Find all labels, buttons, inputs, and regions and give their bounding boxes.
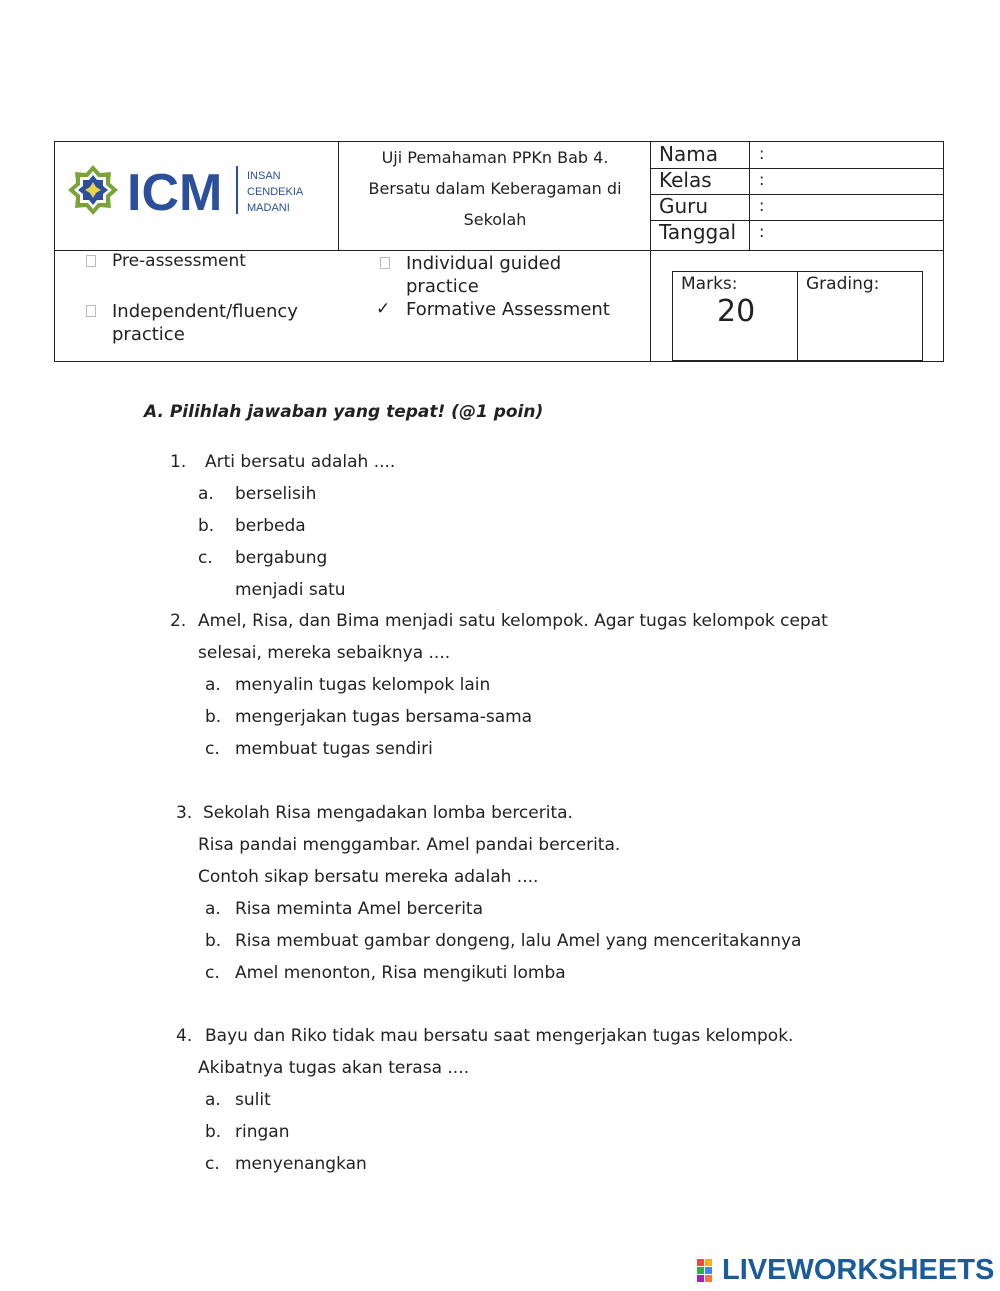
choice-c[interactable] — [205, 1148, 793, 1180]
option-label: Independent/fluency — [112, 301, 298, 322]
option-label: Pre-assessment — [112, 251, 246, 271]
tanggal-field[interactable]: : — [759, 222, 765, 241]
divider — [749, 142, 750, 250]
choice-letter: c. — [198, 548, 213, 568]
choice-a[interactable] — [205, 669, 828, 701]
choice-letter: a. — [205, 899, 221, 919]
checkbox-icon[interactable] — [380, 257, 390, 269]
school-logo — [67, 158, 317, 222]
choice-text: membuat tugas sendiri — [235, 739, 433, 759]
svg-text:MADANI: MADANI — [247, 202, 290, 214]
option-formative[interactable] — [376, 298, 610, 321]
option-independent[interactable] — [112, 300, 298, 346]
worksheet-title — [339, 142, 651, 235]
icm-emblem-icon — [67, 158, 317, 222]
question-number: 2. — [170, 611, 187, 631]
svg-text:CENDEKIA: CENDEKIA — [247, 186, 304, 198]
choice-text: menyenangkan — [235, 1154, 367, 1174]
choice-letter: c. — [205, 1154, 220, 1174]
choice-letter: c. — [205, 739, 220, 759]
option-individual[interactable] — [406, 252, 561, 298]
choice-c[interactable] — [205, 733, 828, 765]
question-text: Akibatnya tugas akan terasa .... — [198, 1058, 470, 1078]
choice-text: bergabung menjadi satu — [235, 548, 346, 600]
question-text: Bayu dan Riko tidak mau bersatu saat mengerjakan tugas kelompok. — [205, 1026, 794, 1046]
kelas-label: Kelas — [659, 168, 712, 192]
choice-a[interactable] — [205, 893, 620, 925]
option-label: practice — [112, 324, 185, 345]
choice-a[interactable] — [198, 478, 395, 510]
guru-label: Guru — [659, 194, 709, 218]
choice-text: menyalin tugas kelompok lain — [235, 675, 491, 695]
choice-letter: a. — [205, 1090, 221, 1110]
checkmark-icon[interactable]: ✓ — [376, 299, 391, 319]
option-label: Individual guided — [406, 253, 562, 274]
choice-c[interactable] — [205, 957, 620, 989]
choice-letter: b. — [205, 1122, 222, 1142]
question-text: Amel, Risa, dan Bima menjadi satu kelompok. Agar tugas kelompok cepat — [198, 611, 828, 631]
choice-b[interactable] — [205, 701, 828, 733]
marks-value: 20 — [717, 294, 756, 329]
nama-field[interactable]: : — [759, 144, 765, 163]
question-text: Sekolah Risa mengadakan lomba bercerita. — [203, 803, 573, 823]
choice-a[interactable] — [205, 1084, 793, 1116]
choice-letter: b. — [205, 931, 222, 951]
question-text: Contoh sikap bersatu mereka adalah .... — [198, 867, 539, 887]
choice-letter: a. — [205, 675, 221, 695]
question-text: Risa pandai menggambar. Amel pandai bercerita. — [198, 835, 621, 855]
kelas-field[interactable]: : — [759, 170, 765, 189]
liveworksheets-logo-icon — [697, 1259, 721, 1283]
question-text: selesai, mereka sebaiknya .... — [198, 643, 451, 663]
choice-text: berbeda — [235, 516, 306, 536]
watermark: LIVEWORKSHEETS — [722, 1254, 995, 1286]
option-label: Formative Assessment — [406, 299, 610, 320]
checkbox-icon[interactable] — [86, 305, 96, 317]
title-line: Sekolah — [463, 210, 527, 229]
choice-text: Amel menonton, Risa mengikuti lomba — [235, 963, 566, 983]
grading-label: Grading: — [806, 274, 880, 294]
option-label: practice — [406, 276, 479, 297]
divider — [797, 272, 798, 360]
choice-b[interactable] — [205, 925, 802, 957]
choice-letter: b. — [198, 516, 215, 536]
question-number: 4. — [176, 1026, 193, 1046]
choice-letter: b. — [205, 707, 222, 727]
nama-label: Nama — [659, 142, 718, 166]
choice-b[interactable] — [198, 510, 395, 542]
choice-c[interactable] — [198, 542, 395, 600]
question-1 — [170, 446, 396, 600]
checkbox-icon[interactable] — [86, 255, 96, 267]
choice-text: Risa meminta Amel bercerita — [235, 899, 484, 919]
choice-text: sulit — [235, 1090, 271, 1110]
question-2 — [170, 605, 828, 765]
choice-text: ringan — [235, 1122, 290, 1142]
question-4 — [176, 1020, 793, 1180]
choice-letter: c. — [205, 963, 220, 983]
choice-letter: a. — [198, 484, 214, 504]
question-text: Arti bersatu adalah .... — [205, 452, 396, 472]
question-number: 1. — [170, 452, 187, 472]
svg-text:INSAN: INSAN — [247, 170, 281, 182]
worksheet-header — [54, 141, 944, 362]
marks-label: Marks: — [681, 274, 738, 294]
question-number: 3. — [176, 803, 193, 823]
choice-text: Risa membuat gambar dongeng, lalu Amel yang menceritakannya — [235, 931, 802, 951]
option-pre-assessment[interactable] — [112, 250, 246, 273]
question-3 — [176, 797, 802, 989]
tanggal-label: Tanggal — [659, 220, 737, 244]
choice-text: mengerjakan tugas bersama-sama — [235, 707, 533, 727]
section-title: A. Pilihlah jawaban yang tepat! (@1 poin) — [144, 402, 544, 422]
guru-field[interactable]: : — [759, 196, 765, 215]
marks-box — [672, 271, 923, 361]
title-line: Bersatu dalam Keberagaman di — [368, 179, 622, 198]
svg-text:ICM: ICM — [127, 164, 223, 222]
title-line: Uji Pemahaman PPKn Bab 4. — [381, 148, 609, 167]
choice-text: berselisih — [235, 484, 317, 504]
choice-b[interactable] — [205, 1116, 793, 1148]
